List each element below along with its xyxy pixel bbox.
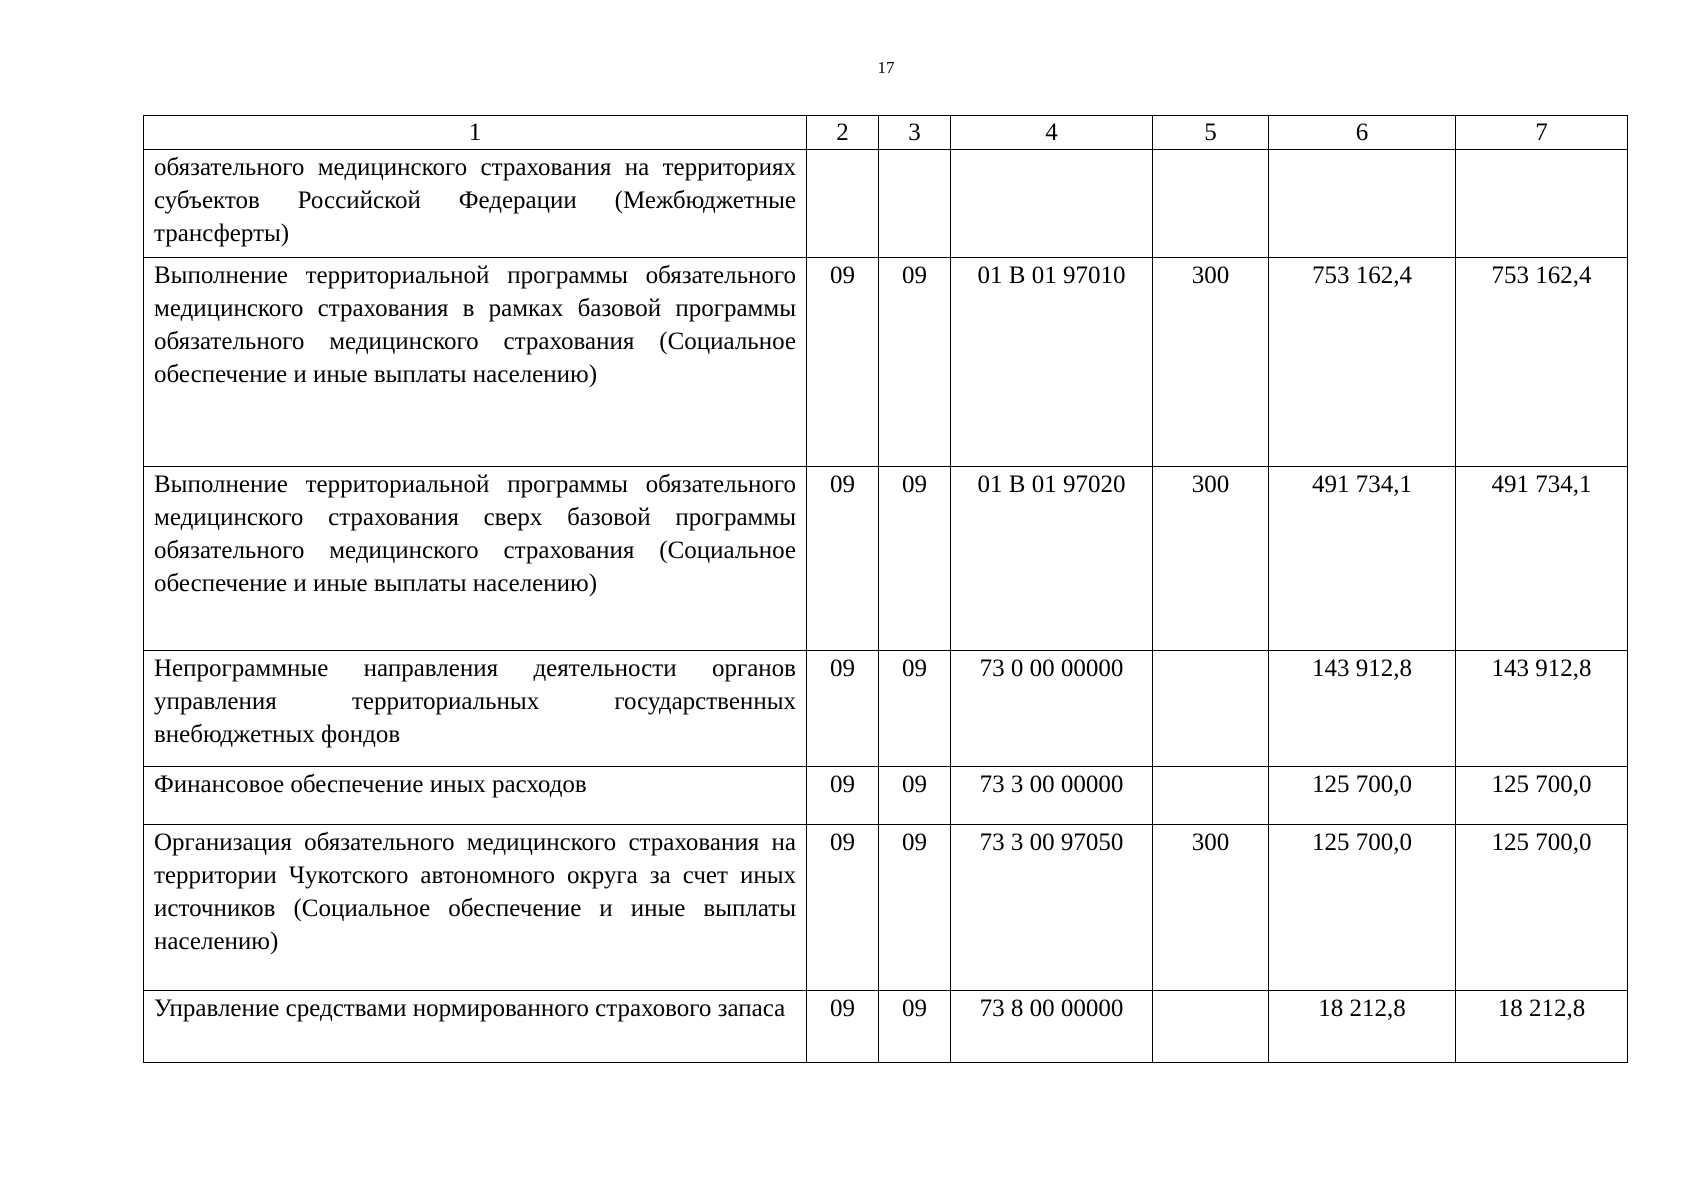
amount-cell-col7: 753 162,4 <box>1456 258 1628 467</box>
table-row <box>144 258 1628 467</box>
section-code-cell: 09 <box>807 767 879 825</box>
expense-type-cell: 300 <box>1153 825 1269 991</box>
expense-name-cell: Организация обязательного медицинского страхования на территории Чукотского автономного округа за счет иных источников (Социальное обеспечение и иные выплаты населению) <box>144 825 807 991</box>
expense-type-cell <box>1153 150 1269 258</box>
expense-name-cell: Выполнение территориальной программы обязательного медицинского страхования в рамках базовой программы обязательного медицинского страхования (Социальное обеспечение и иные выплаты населению) <box>144 258 807 467</box>
expense-name-cell: Финансовое обеспечение иных расходов <box>144 767 807 825</box>
expense-type-cell: 300 <box>1153 467 1269 651</box>
section-code-cell: 09 <box>807 258 879 467</box>
target-article-cell: 73 8 00 00000 <box>951 991 1153 1063</box>
target-article-cell: 73 3 00 00000 <box>951 767 1153 825</box>
column-header: 1 <box>144 116 807 150</box>
amount-cell-col7: 143 912,8 <box>1456 651 1628 767</box>
subsection-code-cell: 09 <box>879 991 951 1063</box>
amount-cell-col6: 491 734,1 <box>1269 467 1456 651</box>
subsection-code-cell: 09 <box>879 258 951 467</box>
section-code-cell: 09 <box>807 825 879 991</box>
amount-cell-col6 <box>1269 150 1456 258</box>
column-header: 6 <box>1269 116 1456 150</box>
table-row <box>144 150 1628 258</box>
expense-type-cell <box>1153 991 1269 1063</box>
target-article-cell: 73 3 00 97050 <box>951 825 1153 991</box>
section-code-cell <box>807 150 879 258</box>
amount-cell-col7: 125 700,0 <box>1456 767 1628 825</box>
amount-cell-col7: 491 734,1 <box>1456 467 1628 651</box>
section-code-cell: 09 <box>807 991 879 1063</box>
table-row <box>144 991 1628 1063</box>
subsection-code-cell: 09 <box>879 825 951 991</box>
amount-cell-col6: 18 212,8 <box>1269 991 1456 1063</box>
page-number: 17 <box>877 58 895 77</box>
subsection-code-cell: 09 <box>879 467 951 651</box>
target-article-cell: 01 В 01 97020 <box>951 467 1153 651</box>
target-article-cell <box>951 150 1153 258</box>
subsection-code-cell: 09 <box>879 651 951 767</box>
expense-type-cell <box>1153 651 1269 767</box>
amount-cell-col7: 125 700,0 <box>1456 825 1628 991</box>
expense-name-cell: Непрограммные направления деятельности органов управления территориальных государственных внебюджетных фондов <box>144 651 807 767</box>
column-header: 3 <box>879 116 951 150</box>
target-article-cell: 73 0 00 00000 <box>951 651 1153 767</box>
column-header: 2 <box>807 116 879 150</box>
column-number-row <box>144 116 1628 150</box>
column-header: 5 <box>1153 116 1269 150</box>
budget-table <box>143 115 1628 1063</box>
table-row <box>144 467 1628 651</box>
expense-type-cell: 300 <box>1153 258 1269 467</box>
expense-type-cell <box>1153 767 1269 825</box>
column-header: 4 <box>951 116 1153 150</box>
amount-cell-col6: 125 700,0 <box>1269 767 1456 825</box>
expense-name-cell: обязательного медицинского страхования на территориях субъектов Российской Федерации (Межбюджетные трансферты) <box>144 150 807 258</box>
amount-cell-col6: 143 912,8 <box>1269 651 1456 767</box>
amount-cell-col6: 125 700,0 <box>1269 825 1456 991</box>
amount-cell-col7 <box>1456 150 1628 258</box>
section-code-cell: 09 <box>807 651 879 767</box>
subsection-code-cell: 09 <box>879 767 951 825</box>
table-row <box>144 825 1628 991</box>
table-row <box>144 767 1628 825</box>
table-row <box>144 651 1628 767</box>
column-header: 7 <box>1456 116 1628 150</box>
expense-name-cell: Выполнение территориальной программы обязательного медицинского страхования сверх базовой программы обязательного медицинского страхования (Социальное обеспечение и иные выплаты населению) <box>144 467 807 651</box>
subsection-code-cell <box>879 150 951 258</box>
expense-name-cell: Управление средствами нормированного страхового запаса <box>144 991 807 1063</box>
target-article-cell: 01 В 01 97010 <box>951 258 1153 467</box>
section-code-cell: 09 <box>807 467 879 651</box>
amount-cell-col6: 753 162,4 <box>1269 258 1456 467</box>
amount-cell-col7: 18 212,8 <box>1456 991 1628 1063</box>
